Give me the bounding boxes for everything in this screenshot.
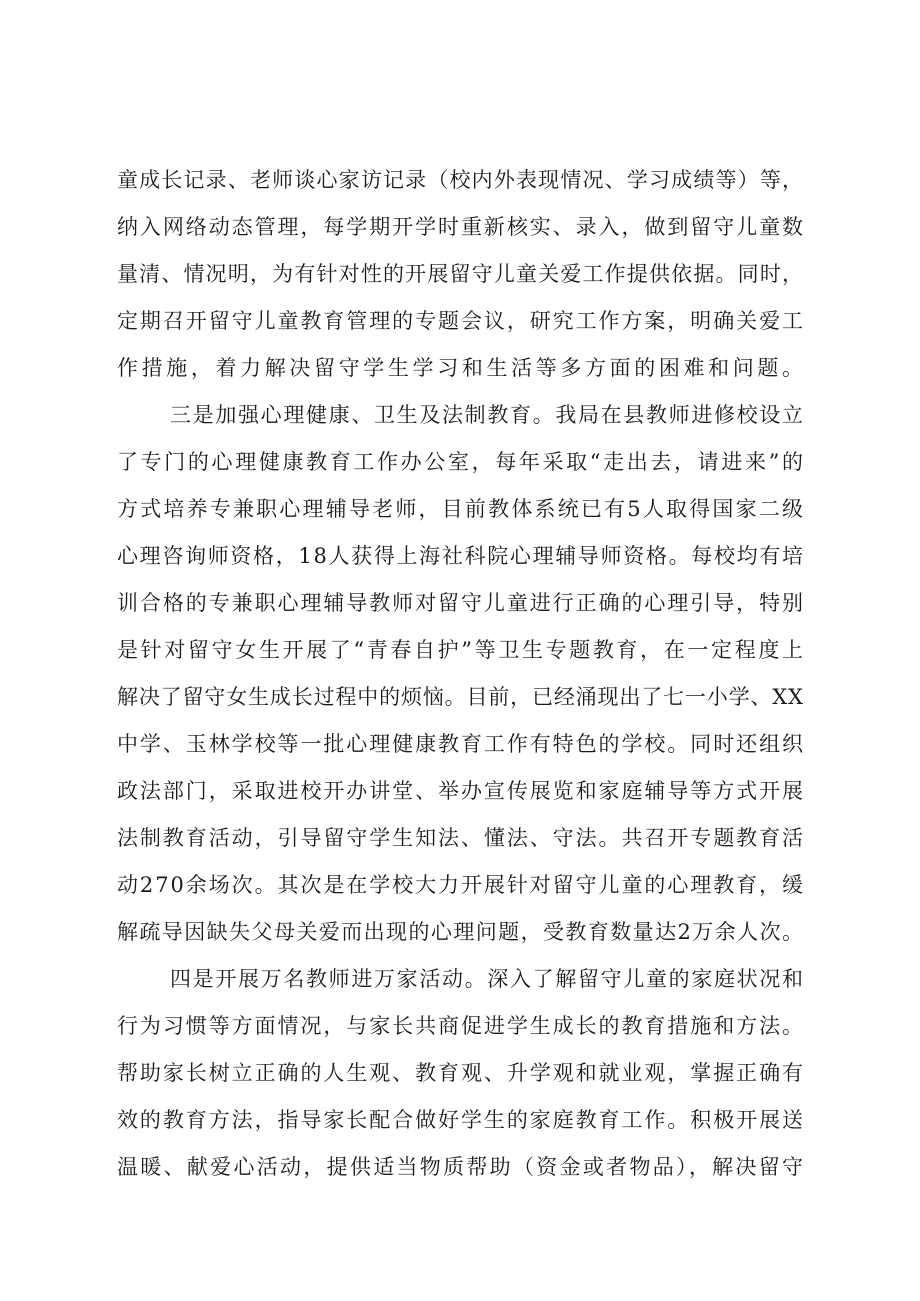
text-line: 法制教育活动，引导留守学生知法、懂法、守法。共召开专题教育活 (117, 826, 805, 850)
text-line: 三是加强心理健康、卫生及法制教育。我局在县教师进修校设立 (170, 403, 805, 427)
text-line: 了专门的心理健康教育工作办公室，每年采取“走出去，请进来”的 (117, 450, 806, 474)
text-line: 政法部门，采取进校开办讲堂、举办宣传展览和家庭辅导等方式开展 (117, 779, 805, 803)
text-line: 作措施，着力解决留守学生学习和生活等多方面的困难和问题。 (117, 356, 807, 380)
text-line: 解决了留守女生成长过程中的烦恼。目前，已经涌现出了七一小学、XX (117, 685, 804, 709)
text-line: 定期召开留守儿童教育管理的专题会议，研究工作方案，明确关爱工 (117, 309, 805, 333)
text-line: 心理咨询师资格，18人获得上海社科院心理辅导师资格。每校均有培 (117, 544, 805, 568)
text-line: 帮助家长树立正确的人生观、教育观、升学观和就业观，掌握正确有 (117, 1061, 805, 1085)
text-line: 方式培养专兼职心理辅导老师，目前教体系统已有5人取得国家二级 (117, 497, 806, 521)
text-line: 温暖、献爱心活动，提供适当物质帮助（资金或者物品），解决留守 (117, 1155, 806, 1179)
text-line: 童成长记录、老师谈心家访记录（校内外表现情况、学习成绩等）等， (117, 168, 805, 192)
text-line: 效的教育方法，指导家长配合做好学生的家庭教育工作。积极开展送 (117, 1108, 805, 1132)
text-line: 纳入网络动态管理，每学期开学时重新核实、录入，做到留守儿童数 (117, 215, 805, 239)
text-line: 训合格的专兼职心理辅导教师对留守儿童进行正确的心理引导，特别 (117, 591, 805, 615)
text-line: 是针对留守女生开展了“青春自护”等卫生专题教育，在一定程度上 (117, 638, 806, 662)
text-line: 四是开展万名教师进万家活动。深入了解留守儿童的家庭状况和 (170, 967, 805, 991)
text-line: 解疏导因缺失父母关爱而出现的心理问题，受教育数量达2万余人次。 (117, 920, 805, 944)
text-line: 量清、情况明，为有针对性的开展留守儿童关爱工作提供依据。同时， (117, 262, 805, 286)
text-line: 中学、玉林学校等一批心理健康教育工作有特色的学校。同时还组织 (117, 732, 805, 756)
text-line: 行为习惯等方面情况，与家长共商促进学生成长的教育措施和方法。 (117, 1014, 805, 1038)
text-line: 动270余场次。其次是在学校大力开展针对留守儿童的心理教育，缓 (117, 873, 805, 897)
